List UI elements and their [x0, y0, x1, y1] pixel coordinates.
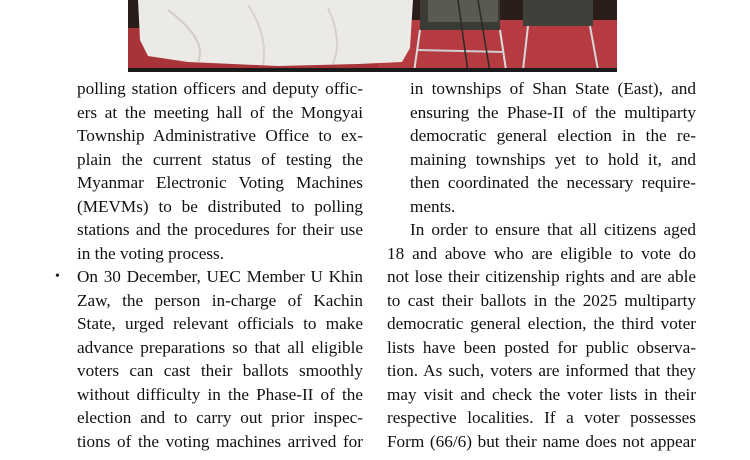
text-line: tions of the voting machines arrived for — [77, 431, 363, 451]
left-column — [55, 77, 363, 453]
text-line: lists have been posted for public observa- — [387, 337, 696, 357]
text-line: Zaw, the person in-charge of Kachin — [77, 290, 363, 310]
text-line: in townships of Shan State (East), and — [410, 79, 696, 98]
text-line: On 30 December, UEC Member U Khin — [77, 267, 363, 286]
text-line: democratic general election, the third voter — [387, 314, 696, 333]
right-paragraph-continued — [387, 77, 696, 218]
text-line: then coordinated the necessary require- — [410, 173, 696, 192]
text-line: in the voting process. — [77, 243, 225, 263]
text-line: In order to ensure that all citizens aged — [410, 220, 696, 239]
text-line: election and to carry out prior inspec- — [77, 408, 363, 427]
text-line: Form (66/6) but their name does not appear — [387, 431, 696, 451]
text-line: without difficulty in the Phase-II of the — [77, 384, 363, 404]
text-line: Myanmar Electronic Voting Machines — [77, 173, 363, 192]
text-line: stations and the procedures for their use — [77, 220, 363, 239]
text-line: Township Administrative Office to ex- — [77, 126, 363, 145]
text-line: not lose their citizenship rights and are able — [387, 267, 696, 286]
voter-list-paragraph — [387, 218, 696, 453]
text-line: ers at the meeting hall of the Mongyai — [77, 102, 363, 122]
text-line: polling station officers and deputy offic- — [77, 79, 363, 98]
left-paragraph-continued — [77, 77, 363, 265]
text-line: 18 and above who are eligible to vote do — [387, 243, 696, 263]
text-line: State, urged relevant officials to make — [77, 314, 363, 333]
text-line: democratic general election in the re- — [410, 126, 696, 145]
text-line: respective localities. If a voter possesses — [387, 408, 696, 427]
text-line: ensuring the Phase-II of the multiparty — [410, 102, 696, 122]
right-column — [387, 77, 696, 453]
text-line: to cast their ballots in the 2025 multiparty — [387, 290, 696, 310]
text-line: (MEVMs) to be distributed to polling — [77, 196, 363, 216]
text-line: ments. — [410, 196, 456, 216]
text-line: plain the current status of testing the — [77, 149, 363, 169]
text-line: may visit and check the voter lists in their — [387, 384, 696, 404]
text-line: maining townships yet to hold it, and — [410, 149, 696, 169]
text-line: voters can cast their ballots smoothly — [77, 361, 363, 380]
text-line: advance preparations so that all eligible — [77, 337, 363, 357]
text-line: tion. As such, voters are informed that they — [387, 361, 696, 380]
news-photo — [128, 0, 617, 72]
bullet-paragraph — [55, 265, 363, 453]
bullet-icon: • — [55, 269, 60, 284]
